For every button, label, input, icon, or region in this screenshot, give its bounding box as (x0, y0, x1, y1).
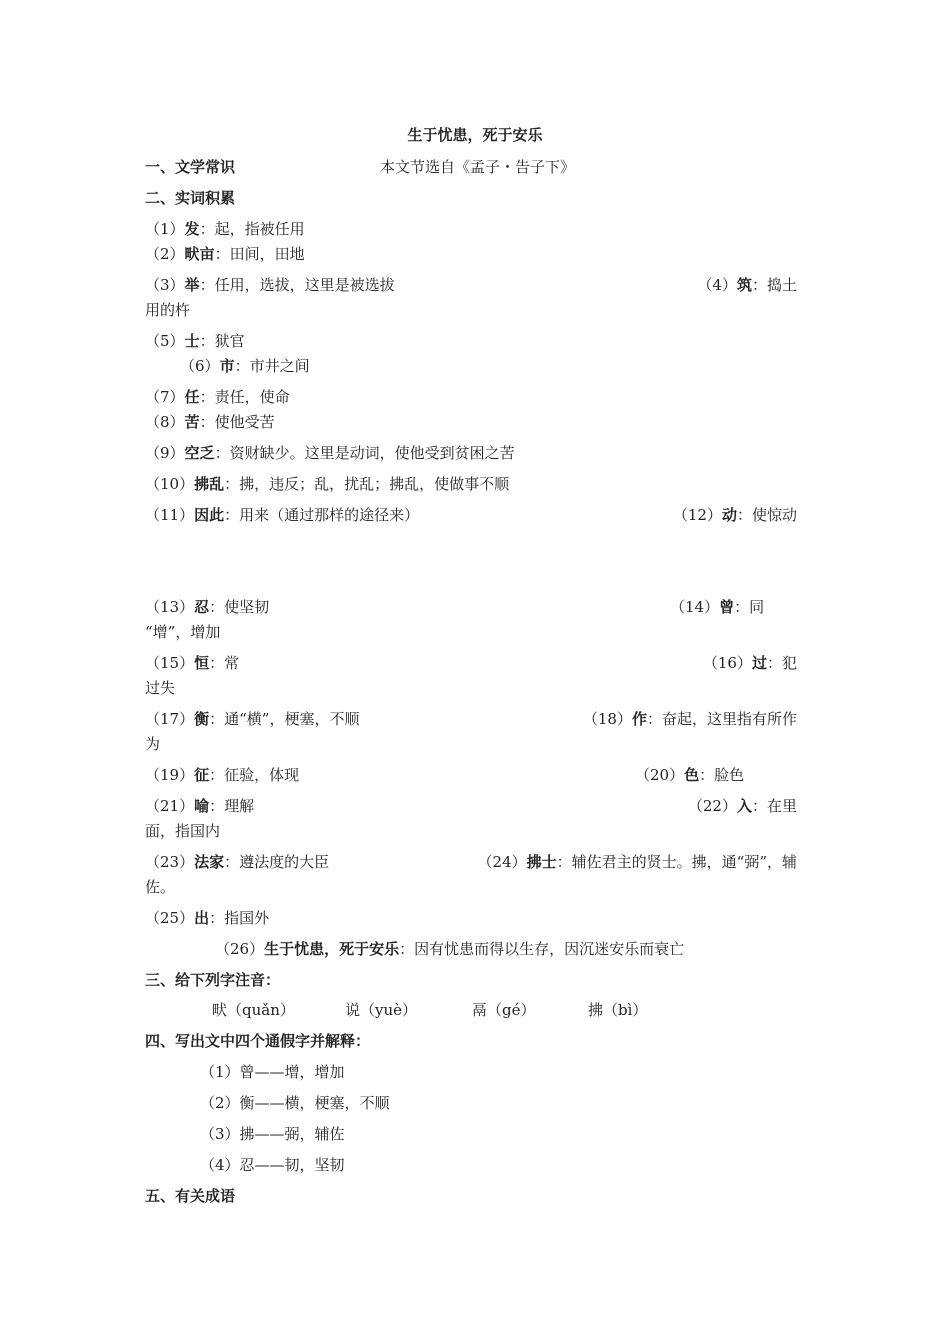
tongjia-item: （4）忍——韧，坚韧 (200, 1156, 345, 1174)
vocab-item: （3）举：任用，选拔，这里是被选拔 （4）筑：捣土 (145, 273, 797, 298)
vocab-item: （5）士：狱官 (145, 332, 245, 350)
vocab-item: （13）忍：使坚韧 （14）曾：同 (145, 595, 797, 620)
tongjia-item: （2）衡——横，梗塞，不顺 (200, 1094, 390, 1112)
vocab-item: （8）苦：使他受苦 (145, 413, 275, 431)
section-1 (145, 155, 797, 180)
pinyin-item: 畎（quǎn） (212, 1001, 295, 1019)
vocab-item: （25）出：指国外 (145, 909, 270, 927)
vocab-item: （10）拂乱：拂，违反；乱，扰乱；拂乱，使做事不顺 (145, 475, 510, 493)
section-4-heading: 四、写出文中四个通假字并解释： (145, 1032, 371, 1050)
vocab-item-right: （14）曾：同 (670, 598, 765, 616)
pinyin-item: 说（yuè） (345, 1001, 418, 1019)
section-5-heading: 五、有关成语 (145, 1187, 236, 1205)
vocab-continuation: 佐。 (145, 878, 176, 896)
vocab-item: （26）生于忧患，死于安乐：因有忧患而得以生存，因沉迷安乐而衰亡 (215, 940, 685, 958)
section-3-heading: 三、给下列字注音： (145, 971, 281, 989)
vocab-item-right: （24）拂士：辅佐君主的贤士。拂，通“弼”，辅 (477, 853, 797, 871)
vocab-item: （11）因此：用来（通过那样的途径来） （12）动：使惊动 (145, 503, 797, 528)
vocab-item: （6）市：市井之间 (180, 357, 310, 375)
vocab-continuation: 面，指国内 (145, 822, 221, 840)
vocab-continuation: “增”，增加 (145, 623, 221, 641)
section-2-heading: 二、实词积累 (145, 189, 236, 207)
vocab-continuation: 用的杵 (145, 301, 191, 319)
pinyin-item: 鬲（gé） (472, 1001, 536, 1019)
section-1-heading: 一、文学常识 (145, 158, 236, 176)
vocab-item: （17）衡：通“横”，梗塞，不顺 （18）作：奋起，这里指有所作 (145, 707, 797, 732)
vocab-continuation: 为 (145, 735, 161, 753)
pinyin-item: 拂（bì） (588, 1001, 648, 1019)
section-1-text: 本文节选自《孟子・告子下》 (380, 158, 576, 176)
vocab-item: （2）畎亩：田间，田地 (145, 245, 305, 263)
vocab-item-right: （16）过：犯 (702, 654, 797, 672)
vocab-item: （9）空乏：资财缺少。这里是动词，使他受到贫困之苦 (145, 444, 515, 462)
vocab-item-right: （4）筑：捣土 (697, 276, 797, 294)
vocab-item-right: （12）动：使惊动 (672, 506, 797, 524)
vocab-item-right: （22）入：在里 (687, 797, 797, 815)
vocab-item: （21）喻：理解 （22）入：在里 (145, 794, 797, 819)
vocab-item: （23）法家：遵法度的大臣 （24）拂士：辅佐君主的贤士。拂，通“弼”，辅 (145, 850, 797, 875)
vocab-item: （15）恒：常 （16）过：犯 (145, 651, 797, 676)
vocab-item-right: （18）作：奋起，这里指有所作 (582, 710, 797, 728)
tongjia-item: （3）拂——弼，辅佐 (200, 1125, 345, 1143)
vocab-item-right: （20）色：脸色 (635, 766, 745, 784)
vocab-item: （7）任：责任，使命 (145, 388, 290, 406)
vocab-continuation: 过失 (145, 679, 176, 697)
page-title: 生于忧患，死于安乐 (407, 126, 543, 144)
vocab-item: （1）发：起，指被任用 (145, 220, 305, 238)
vocab-item: （19）征：征验，体现 （20）色：脸色 (145, 763, 797, 788)
tongjia-item: （1）曾——增，增加 (200, 1063, 345, 1081)
